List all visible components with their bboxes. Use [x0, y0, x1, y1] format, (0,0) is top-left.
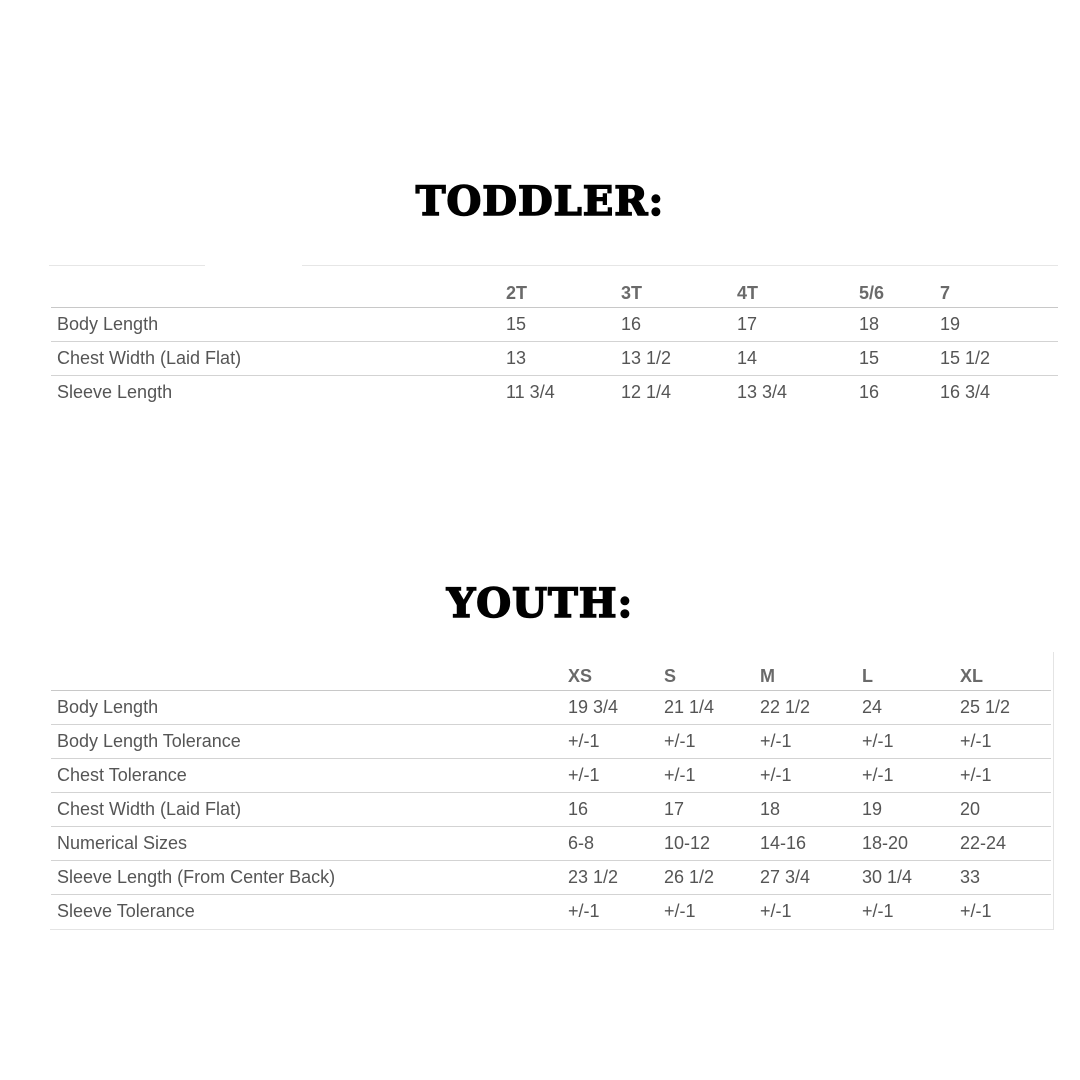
table-cell: +/-1	[658, 759, 754, 793]
table-cell: 15	[500, 308, 615, 342]
table-row	[51, 725, 1051, 759]
table-cell: +/-1	[856, 725, 954, 759]
table-cell: +/-1	[856, 759, 954, 793]
table-cell: 19	[856, 793, 954, 827]
table-cell: 24	[856, 691, 954, 725]
table-cell: 27 3/4	[754, 861, 856, 895]
table-header-row	[51, 270, 1058, 308]
table-cell: +/-1	[954, 759, 1051, 793]
table-cell: 16	[562, 793, 658, 827]
table-cell: +/-1	[562, 725, 658, 759]
table-cell: 16 3/4	[940, 382, 991, 402]
table-cell: +/-1	[658, 725, 754, 759]
table-cell: 22 1/2	[754, 691, 856, 725]
table-cell: 18-20	[856, 827, 954, 861]
table-row	[51, 759, 1051, 793]
table-cell: 16	[859, 382, 880, 402]
table-row	[51, 308, 1058, 342]
header-size-xl: XL	[954, 655, 1051, 691]
table-cell: +/-1	[754, 759, 856, 793]
table-cell: 10-12	[658, 827, 754, 861]
table-cell: 16	[615, 308, 731, 342]
table-cell: 13	[500, 342, 615, 376]
table-cell: +/-1	[568, 901, 600, 921]
table-cell: 18	[853, 308, 934, 342]
toddler-section-title: TODDLER:	[415, 178, 665, 225]
table-cell: +/-1	[862, 901, 894, 921]
table-cell: 11 3/4	[506, 382, 555, 402]
header-size-s: S	[658, 655, 754, 691]
row-label: Chest Tolerance	[51, 759, 562, 793]
header-size-l: L	[856, 655, 954, 691]
table-cell: 19 3/4	[562, 691, 658, 725]
table-cell: 19	[934, 308, 1058, 342]
header-size-m: M	[754, 655, 856, 691]
header-size-3t: 3T	[615, 270, 731, 308]
table-cell: 25 1/2	[954, 691, 1051, 725]
table-cell: 17	[658, 793, 754, 827]
row-label: Body Length	[51, 308, 500, 342]
table-cell: 6-8	[562, 827, 658, 861]
row-label: Chest Width (Laid Flat)	[51, 793, 562, 827]
row-label: Sleeve Tolerance	[57, 901, 195, 921]
table-cell: +/-1	[954, 725, 1051, 759]
table-cell: 33	[954, 861, 1051, 895]
table-cell: +/-1	[754, 725, 856, 759]
header-size-4t: 4T	[731, 270, 853, 308]
header-size-5-6: 5/6	[853, 270, 934, 308]
row-label: Body Length	[51, 691, 562, 725]
table-cell: +/-1	[960, 901, 992, 921]
table-cell: 12 1/4	[621, 382, 672, 402]
table-cell: +/-1	[664, 901, 696, 921]
table-cell: +/-1	[562, 759, 658, 793]
table-top-divider	[302, 265, 1058, 266]
table-cell: 20	[954, 793, 1051, 827]
header-size-7: 7	[934, 270, 1058, 308]
table-cell: 15	[853, 342, 934, 376]
row-label: Sleeve Length (From Center Back)	[51, 861, 562, 895]
header-size-2t: 2T	[500, 270, 615, 308]
table-cell: 14-16	[754, 827, 856, 861]
table-cell: 17	[731, 308, 853, 342]
table-top-divider	[49, 265, 205, 266]
table-header-row	[51, 655, 1051, 691]
table-row	[51, 691, 1051, 725]
table-cell: 18	[754, 793, 856, 827]
table-row	[51, 342, 1058, 376]
table-row	[51, 827, 1051, 861]
header-size-xs: XS	[562, 655, 658, 691]
table-row	[51, 895, 1051, 929]
youth-section-title: YOUTH:	[446, 580, 634, 627]
table-cell: 26 1/2	[658, 861, 754, 895]
toddler-size-table	[51, 270, 1058, 409]
table-cell: 13 3/4	[737, 382, 788, 402]
table-cell: 21 1/4	[658, 691, 754, 725]
table-row	[51, 861, 1051, 895]
table-cell: 23 1/2	[562, 861, 658, 895]
table-cell: 30 1/4	[856, 861, 954, 895]
header-label-cell	[51, 655, 562, 691]
row-label: Body Length Tolerance	[51, 725, 562, 759]
row-label: Numerical Sizes	[51, 827, 562, 861]
table-cell: 14	[731, 342, 853, 376]
row-label: Sleeve Length	[57, 382, 173, 402]
table-cell: +/-1	[760, 901, 792, 921]
table-cell: 13 1/2	[615, 342, 731, 376]
table-cell: 22-24	[954, 827, 1051, 861]
table-row	[51, 376, 1058, 410]
table-row	[51, 793, 1051, 827]
table-cell: 15 1/2	[934, 342, 1058, 376]
header-label-cell	[51, 270, 500, 308]
youth-size-table	[51, 655, 1051, 928]
row-label: Chest Width (Laid Flat)	[51, 342, 500, 376]
